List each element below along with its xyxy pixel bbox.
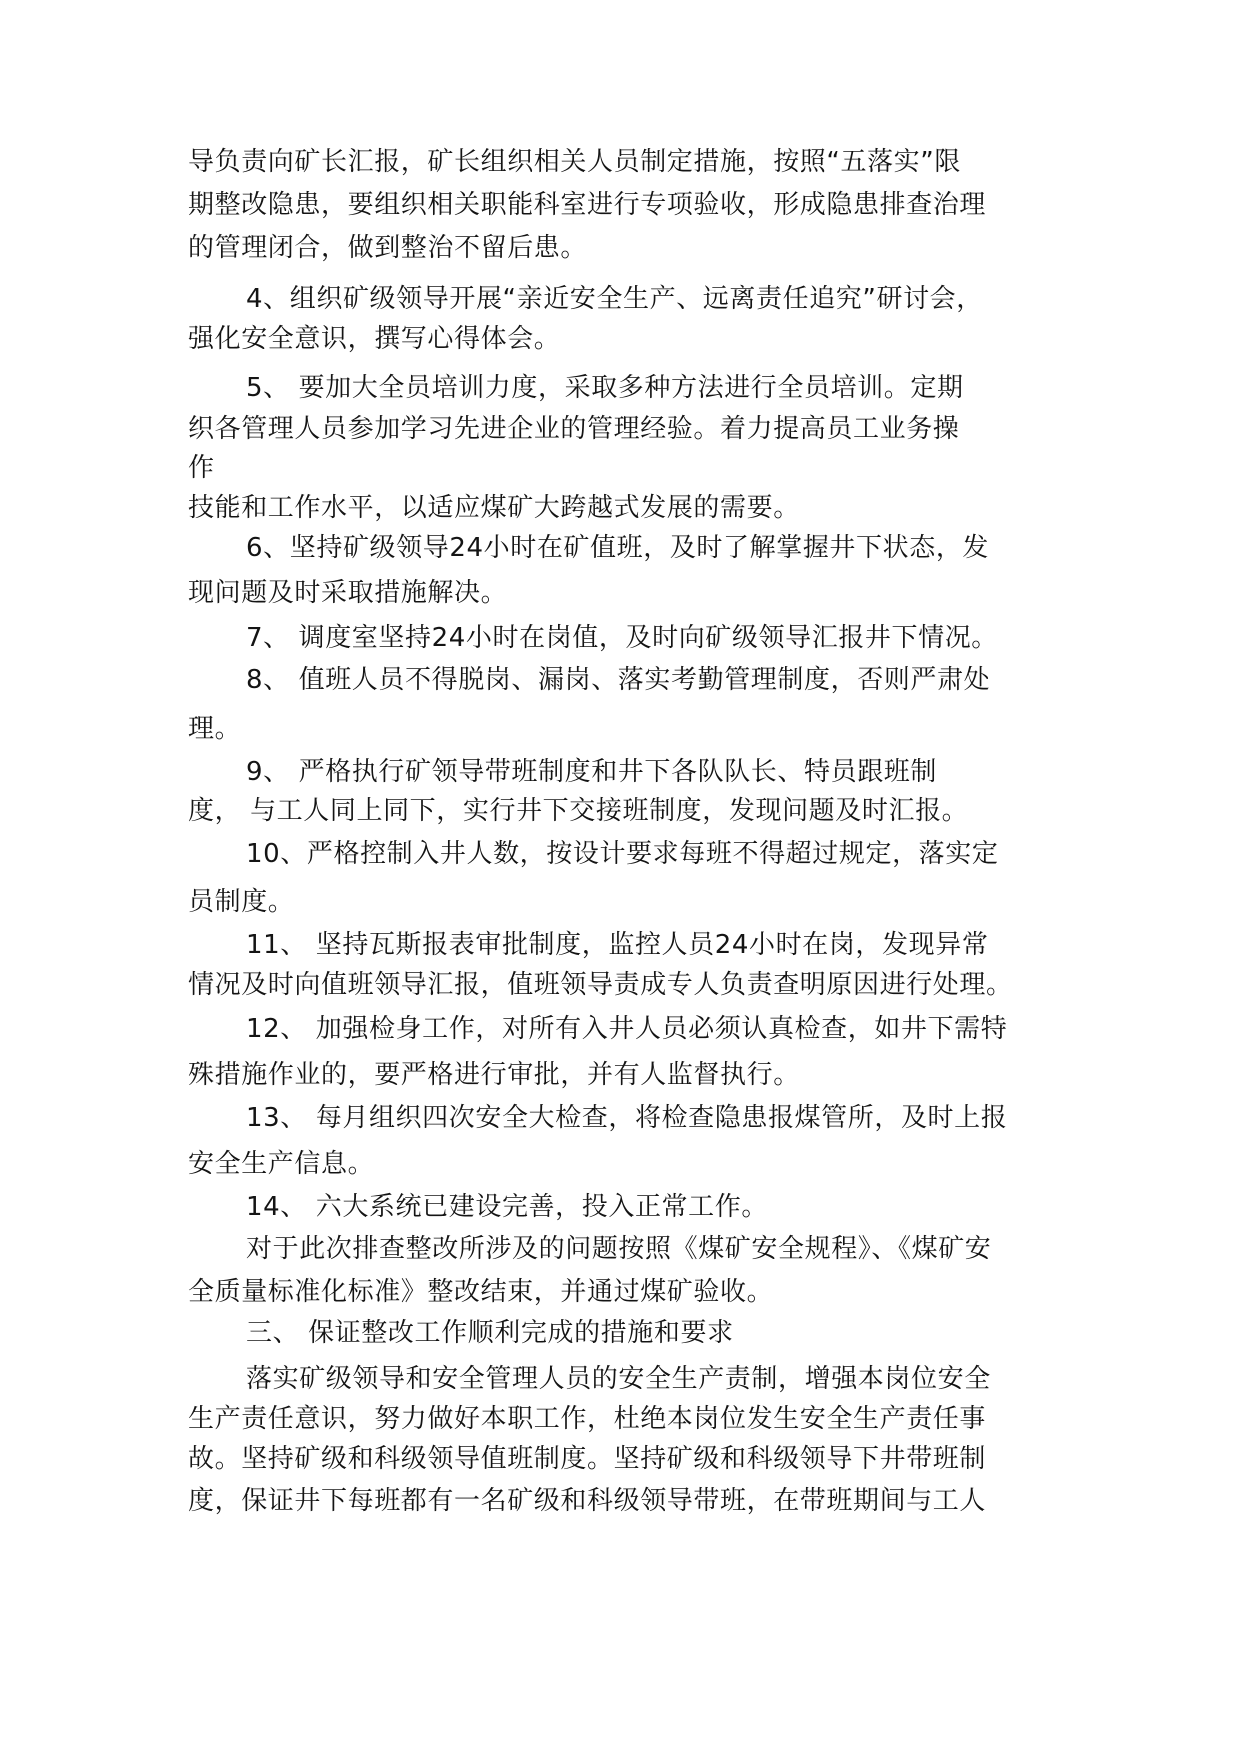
text-line: 殊措施作业的，要严格进行审批，并有人监督执行。 [188,1060,800,1090]
text-line: 落实矿级领导和安全管理人员的安全生产责制，增强本岗位安全 [246,1364,991,1394]
text-line: 7、 调度室坚持24小时在岗值，及时向矿级领导汇报井下情况。 [246,623,998,653]
text-line: 强化安全意识，撰写心得体会。 [188,324,561,354]
text-line: 对于此次排查整改所涉及的问题按照《煤矿安全规程》、《煤矿安 [246,1234,992,1264]
text-line: 9、 严格执行矿领导带班制度和井下各队队长、特员跟班制 [246,757,938,787]
text-line: 8、 值班人员不得脱岗、漏岗、落实考勤管理制度，否则严肃处 [246,665,991,695]
section-heading: 三、 保证整改工作顺利完成的措施和要求 [246,1318,734,1348]
text-line: 理。 [188,714,242,744]
text-line: 4、组织矿级领导开展“亲近安全生产、远离责任追究”研讨会， [246,284,983,314]
text-line: 员制度。 [188,887,295,917]
text-line: 安全生产信息。 [188,1149,375,1179]
text-line: 12、 加强检身工作，对所有入井人员必须认真检查，如井下需特 [246,1014,1008,1044]
text-line: 度， 与工人同上同下，实行井下交接班制度，发现问题及时汇报。 [188,796,969,826]
text-line: 情况及时向值班领导汇报，值班领导责成专人负责查明原因进行处理。 [188,970,1013,1000]
text-line: 11、 坚持瓦斯报表审批制度，监控人员24小时在岗，发现异常 [246,930,989,960]
text-line: 技能和工作水平，以适应煤矿大跨越式发展的需要。 [188,493,800,523]
text-line: 生产责任意识，努力做好本职工作，杜绝本岗位发生安全生产责任事 [188,1404,987,1434]
text-line: 度，保证井下每班都有一名矿级和科级领导带班，在带班期间与工人 [188,1486,987,1516]
text-line: 作 [188,453,215,483]
text-line: 13、 每月组织四次安全大检查，将检查隐患报煤管所，及时上报 [246,1103,1008,1133]
text-line: 现问题及时采取措施解决。 [188,578,508,608]
text-line: 14、 六大系统已建设完善，投入正常工作。 [246,1192,768,1222]
text-line: 6、坚持矿级领导24小时在矿值班，及时了解掌握井下状态，发 [246,533,990,563]
text-line: 10、严格控制入井人数，按设计要求每班不得超过规定，落实定 [246,839,999,869]
text-line: 织各管理人员参加学习先进企业的管理经验。着力提高员工业务操 [188,414,960,444]
text-line: 导负责向矿长汇报，矿长组织相关人员制定措施，按照“五落实”限 [188,147,961,177]
text-line: 故。坚持矿级和科级领导值班制度。坚持矿级和科级领导下井带班制 [188,1444,987,1474]
text-line: 期整改隐患，要组织相关职能科室进行专项验收，形成隐患排查治理 [188,190,987,220]
text-line: 的管理闭合，做到整治不留后患。 [188,233,588,263]
text-line: 全质量标准化标准》整改结束，并通过煤矿验收。 [188,1277,774,1307]
text-line: 5、 要加大全员培训力度，采取多种方法进行全员培训。定期 [246,373,964,403]
